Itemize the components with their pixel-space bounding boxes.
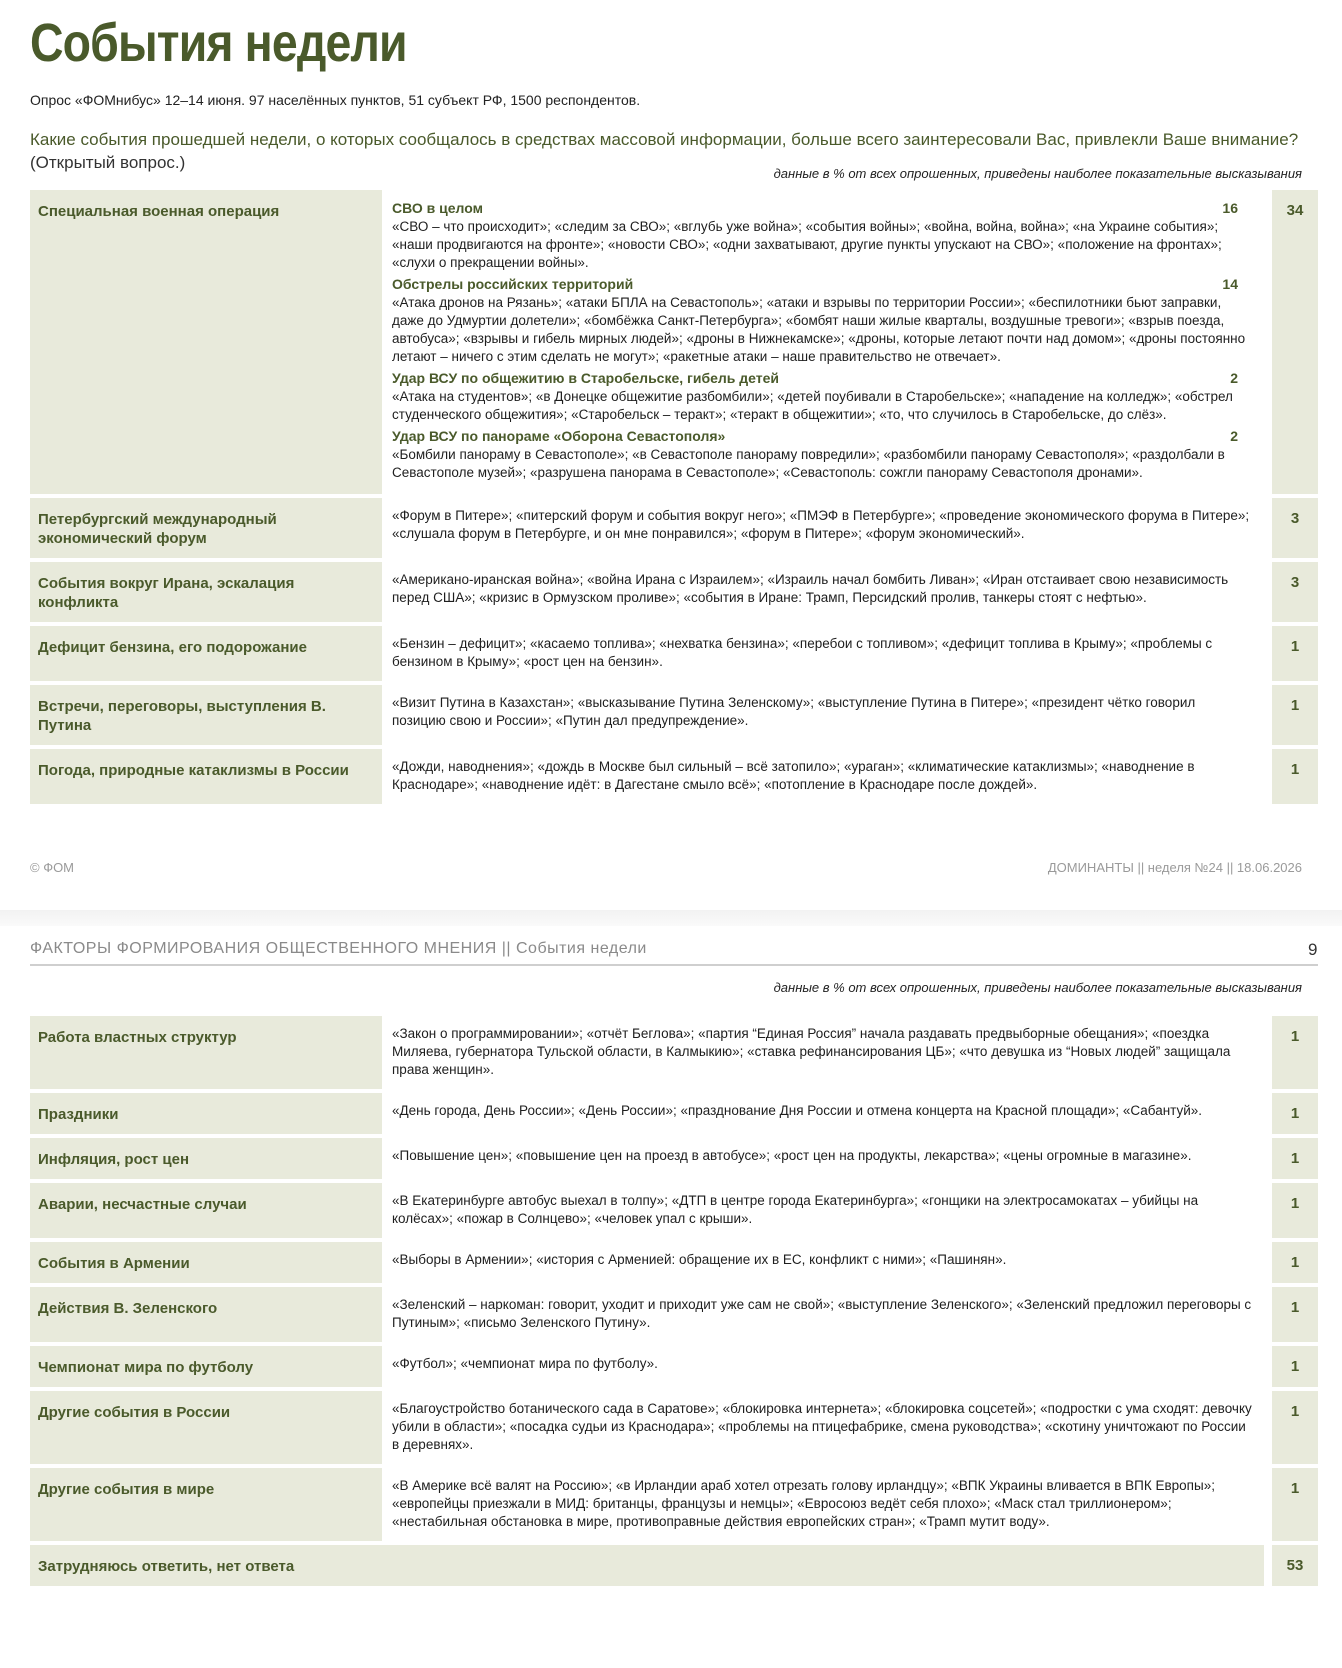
- table-row: [30, 1183, 1318, 1238]
- page-number: 9: [1308, 940, 1318, 959]
- subcategory-heading: Удар ВСУ по панораме «Оборона Севастополя» 2: [392, 428, 1238, 444]
- value-cell: 1: [1272, 685, 1318, 745]
- copyright: © ФОМ: [30, 860, 75, 875]
- value-cell: 1: [1272, 1346, 1318, 1387]
- value-cell: 3: [1272, 562, 1318, 622]
- table-row: [30, 1346, 1318, 1387]
- category-cell: Работа властных структур: [30, 1016, 382, 1089]
- value-cell: 1: [1272, 1287, 1318, 1342]
- description-cell: «Визит Путина в Казахстан»; «высказывание Путина Зеленскому»; «выступление Путина в Питере»; «президент чётко говорил позицию свою и России»; «Путин дал предупреждение».: [392, 695, 1196, 728]
- page-2: [0, 926, 1342, 1668]
- page-separator: [0, 910, 1342, 926]
- description-cell: «В Америке всё валят на Россию»; «в Ирландии араб хотел отрезать голову ирландцу»; «ВПК Украины вливается в ВПК Европы»; «европейцы приезжали в МИД: британцы, французы и немцы»; «Евросоюз ведёт себя плохо»; «Маск стал триллионером»; «нестабильная обстановка в мире, противоправные действия европейских стран»; «Трамп мутит воду».: [392, 1478, 1215, 1529]
- value-cell: 1: [1272, 1093, 1318, 1134]
- description-cell: «Американо-иранская война»; «война Ирана с Израилем»; «Израиль начал бомбить Ливан»; «Иран отстаивает свою независимость перед США»; «кризис в Ормузском проливе»; «события в Иране: Трамп, Персидский пролив, танкеры стоят с нефтью».: [392, 572, 1229, 605]
- question-text: Какие события прошедшей недели, о которых сообщалось в средствах массовой информации, больше всего заинтересовали Вас, привлекли Ваше внимание?: [30, 130, 1299, 149]
- description-cell: «Выборы в Армении»; «история с Арменией: обращение их в ЕС, конфликт с ними»; «Пашинян».: [392, 1252, 1007, 1267]
- category-cell: Другие события в мире: [30, 1468, 382, 1541]
- category-cell: События вокруг Ирана, эскалация конфликта: [30, 562, 382, 622]
- category-cell: Инфляция, рост цен: [30, 1138, 382, 1179]
- description-cell: «Бензин – дефицит»; «касаемо топлива»; «нехватка бензина»; «перебои с топливом»; «дефицит топлива в Крыму»; «проблемы с бензином в Крыму»; «рост цен на бензин».: [392, 636, 1213, 669]
- category-cell: Аварии, несчастные случаи: [30, 1183, 382, 1238]
- category-cell: Встречи, переговоры, выступления В. Путина: [30, 685, 382, 745]
- category-cell: Праздники: [30, 1093, 382, 1134]
- quotes-text: «СВО – что происходит»; «следим за СВО»; «вглубь уже война»; «события войны»; «война, война, война»; «на Украине события»; «наши продвигаются на фронте»; «новости СВО»; «одни захватывают, другие пункты упускают на СВО»; «положение на фронтах»; «слухи о прекращении войны».: [392, 219, 1222, 270]
- table-row: [30, 498, 1318, 558]
- value-cell: 3: [1272, 498, 1318, 558]
- data-note: данные в % от всех опрошенных, приведены наиболее показательные высказывания: [773, 980, 1302, 995]
- events-table-1: [30, 186, 1318, 808]
- table-row: [30, 749, 1318, 804]
- question-note: (Открытый вопрос.): [30, 153, 186, 172]
- description-cell: «Футбол»; «чемпионат мира по футболу».: [392, 1356, 658, 1371]
- category-cell: Дефицит бензина, его подорожание: [30, 626, 382, 681]
- table-row: [30, 1391, 1318, 1464]
- table-row: [30, 685, 1318, 745]
- description-cell: «В Екатеринбурге автобус выехал в толпу»; «ДТП в центре города Екатеринбурга»; «гонщики на электросамокатах – убийцы на колёсах»; «пожар в Солнцево»; «человек упал с крыши».: [392, 1193, 1199, 1226]
- description-cell: «Зеленский – наркоман: говорит, уходит и приходит уже сам не свой»; «выступление Зеленского»; «Зеленский предложил переговоры с Путиным»; «письмо Зеленского Путину».: [392, 1297, 1252, 1330]
- events-table-2: [30, 1012, 1318, 1590]
- description-cell: «Повышение цен»; «повышение цен на проезд в автобусе»; «рост цен на продукты, лекарства»; «цены огромные в магазине».: [392, 1148, 1192, 1163]
- table-row-no-answer: [30, 1545, 1318, 1586]
- category-cell: События в Армении: [30, 1242, 382, 1283]
- value-cell: 1: [1272, 1242, 1318, 1283]
- subcategory-heading: Удар ВСУ по общежитию в Старобельске, гибель детей 2: [392, 370, 1238, 386]
- category-cell: Чемпионат мира по футболу: [30, 1346, 382, 1387]
- description-cell: «Благоустройство ботанического сада в Саратове»; «блокировка интернета»; «блокировка соцсетей»; «подростки с ума сходят: девочку убили в области»; «посадка судьи из Краснодара»; «проблемы на птицефабрике, смена руководства»; «скотину уничтожают по России в деревнях».: [392, 1401, 1252, 1452]
- table-row: [30, 562, 1318, 622]
- value-cell: 1: [1272, 1391, 1318, 1464]
- value-cell: 1: [1272, 749, 1318, 804]
- running-head-text: ФАКТОРЫ ФОРМИРОВАНИЯ ОБЩЕСТВЕННОГО МНЕНИЯ || События недели: [30, 940, 647, 957]
- category-label: Специальная военная операция: [38, 203, 280, 220]
- category-cell: Затрудняюсь ответить, нет ответа: [30, 1545, 1264, 1586]
- table-row: [30, 1468, 1318, 1541]
- category-cell: Петербургский международный экономический форум: [30, 498, 382, 558]
- survey-meta: Опрос «ФОМнибус» 12–14 июня. 97 населённых пунктов, 51 субъект РФ, 1500 респондентов.: [30, 92, 641, 108]
- description-cell: [392, 190, 1264, 494]
- description-cell: «День города, День России»; «День России»; «празднование Дня России и отмена концерта на Красной площади»; «Сабантуй».: [392, 1103, 1203, 1118]
- page-title: События недели: [30, 13, 407, 73]
- description-cell: «Форум в Питере»; «питерский форум и события вокруг него»; «ПМЭФ в Петербурге»; «проведение экономического форума в Питере»; «слушала форум в Петербурге, и он мне понравился»; «форум в Питере»; «форум экономический».: [392, 508, 1250, 541]
- value-cell: 1: [1272, 1183, 1318, 1238]
- publication-info: ДОМИНАНТЫ || неделя №24 || 18.06.2026: [1047, 860, 1302, 875]
- category-cell: Другие события в России: [30, 1391, 382, 1464]
- category-cell: Погода, природные катаклизмы в России: [30, 749, 382, 804]
- table-row: [30, 626, 1318, 681]
- table-row-svo: [30, 190, 1318, 494]
- table-row: [30, 1016, 1318, 1089]
- table-row: [30, 1287, 1318, 1342]
- category-cell: Действия В. Зеленского: [30, 1287, 382, 1342]
- description-cell: «Дожди, наводнения»; «дождь в Москве был сильный – всё затопило»; «ураган»; «климатические катаклизмы»; «наводнение в Краснодаре»; «наводнение идёт: в Дагестане смыло всё»; «потопление в Краснодаре после дождей».: [392, 759, 1195, 792]
- subcategory-heading: СВО в целом 16: [392, 200, 1238, 216]
- value-cell: 53: [1272, 1545, 1318, 1586]
- value-cell: 1: [1272, 1468, 1318, 1541]
- table-row: [30, 1093, 1318, 1134]
- quotes-text: «Атака на студентов»; «в Донецке общежитие разбомбили»; «детей поубивали в Старобельске»; «нападение на колледж»; «обстрел студенческого общежития»; «Старобельск – теракт»; «теракт в общежитии»; «то, что случилось в Старобельске, до слёз».: [392, 389, 1233, 422]
- quotes-text: «Бомбили панораму в Севастополе»; «в Севастополе панораму повредили»; «разбомбили панораму Севастополя»; «раздолбали в Севастополе музей»; «разрушена панорама в Севастополе»; «Севастополь: сожгли панораму Севастополя дронами».: [392, 447, 1225, 480]
- data-note: данные в % от всех опрошенных, приведены наиболее показательные высказывания: [773, 166, 1302, 181]
- description-cell: «Закон о программировании»; «отчёт Беглова»; «партия “Единая Россия” начала раздавать предвыборные обещания»; «поездка Миляева, губернатора Тульской области, в Калмыкию»; «ставка рефинансирования ЦБ»; «что девушка из “Новых людей” защищала права женщин».: [392, 1026, 1231, 1077]
- table-row: [30, 1242, 1318, 1283]
- table-row: [30, 1138, 1318, 1179]
- subcategory-heading: Обстрелы российских территорий 14: [392, 276, 1238, 292]
- value-cell: 1: [1272, 626, 1318, 681]
- value-cell: 34: [1272, 190, 1318, 494]
- running-head: [30, 940, 1318, 966]
- quotes-text: «Атака дронов на Рязань»; «атаки БПЛА на Севастополь»; «атаки и взрывы по территории России»; «беспилотники бьют заправки, даже до Удмуртии долетели»; «бомбёжка Санкт-Петербурга»; «бомбят наши жилые кварталы, воздушные тревоги»; «взрыв поезда, автобуса»; «взрывы и гибель мирных людей»; «дроны в Нижнекамске»; «дроны, которые летают почти над домом»; «дроны постоянно летают – ничего с этим сделать не могут»; «ракетные атаки – наше правительство не отвечает».: [392, 295, 1246, 364]
- category-cell: [30, 190, 382, 494]
- value-cell: 1: [1272, 1138, 1318, 1179]
- value-cell: 1: [1272, 1016, 1318, 1089]
